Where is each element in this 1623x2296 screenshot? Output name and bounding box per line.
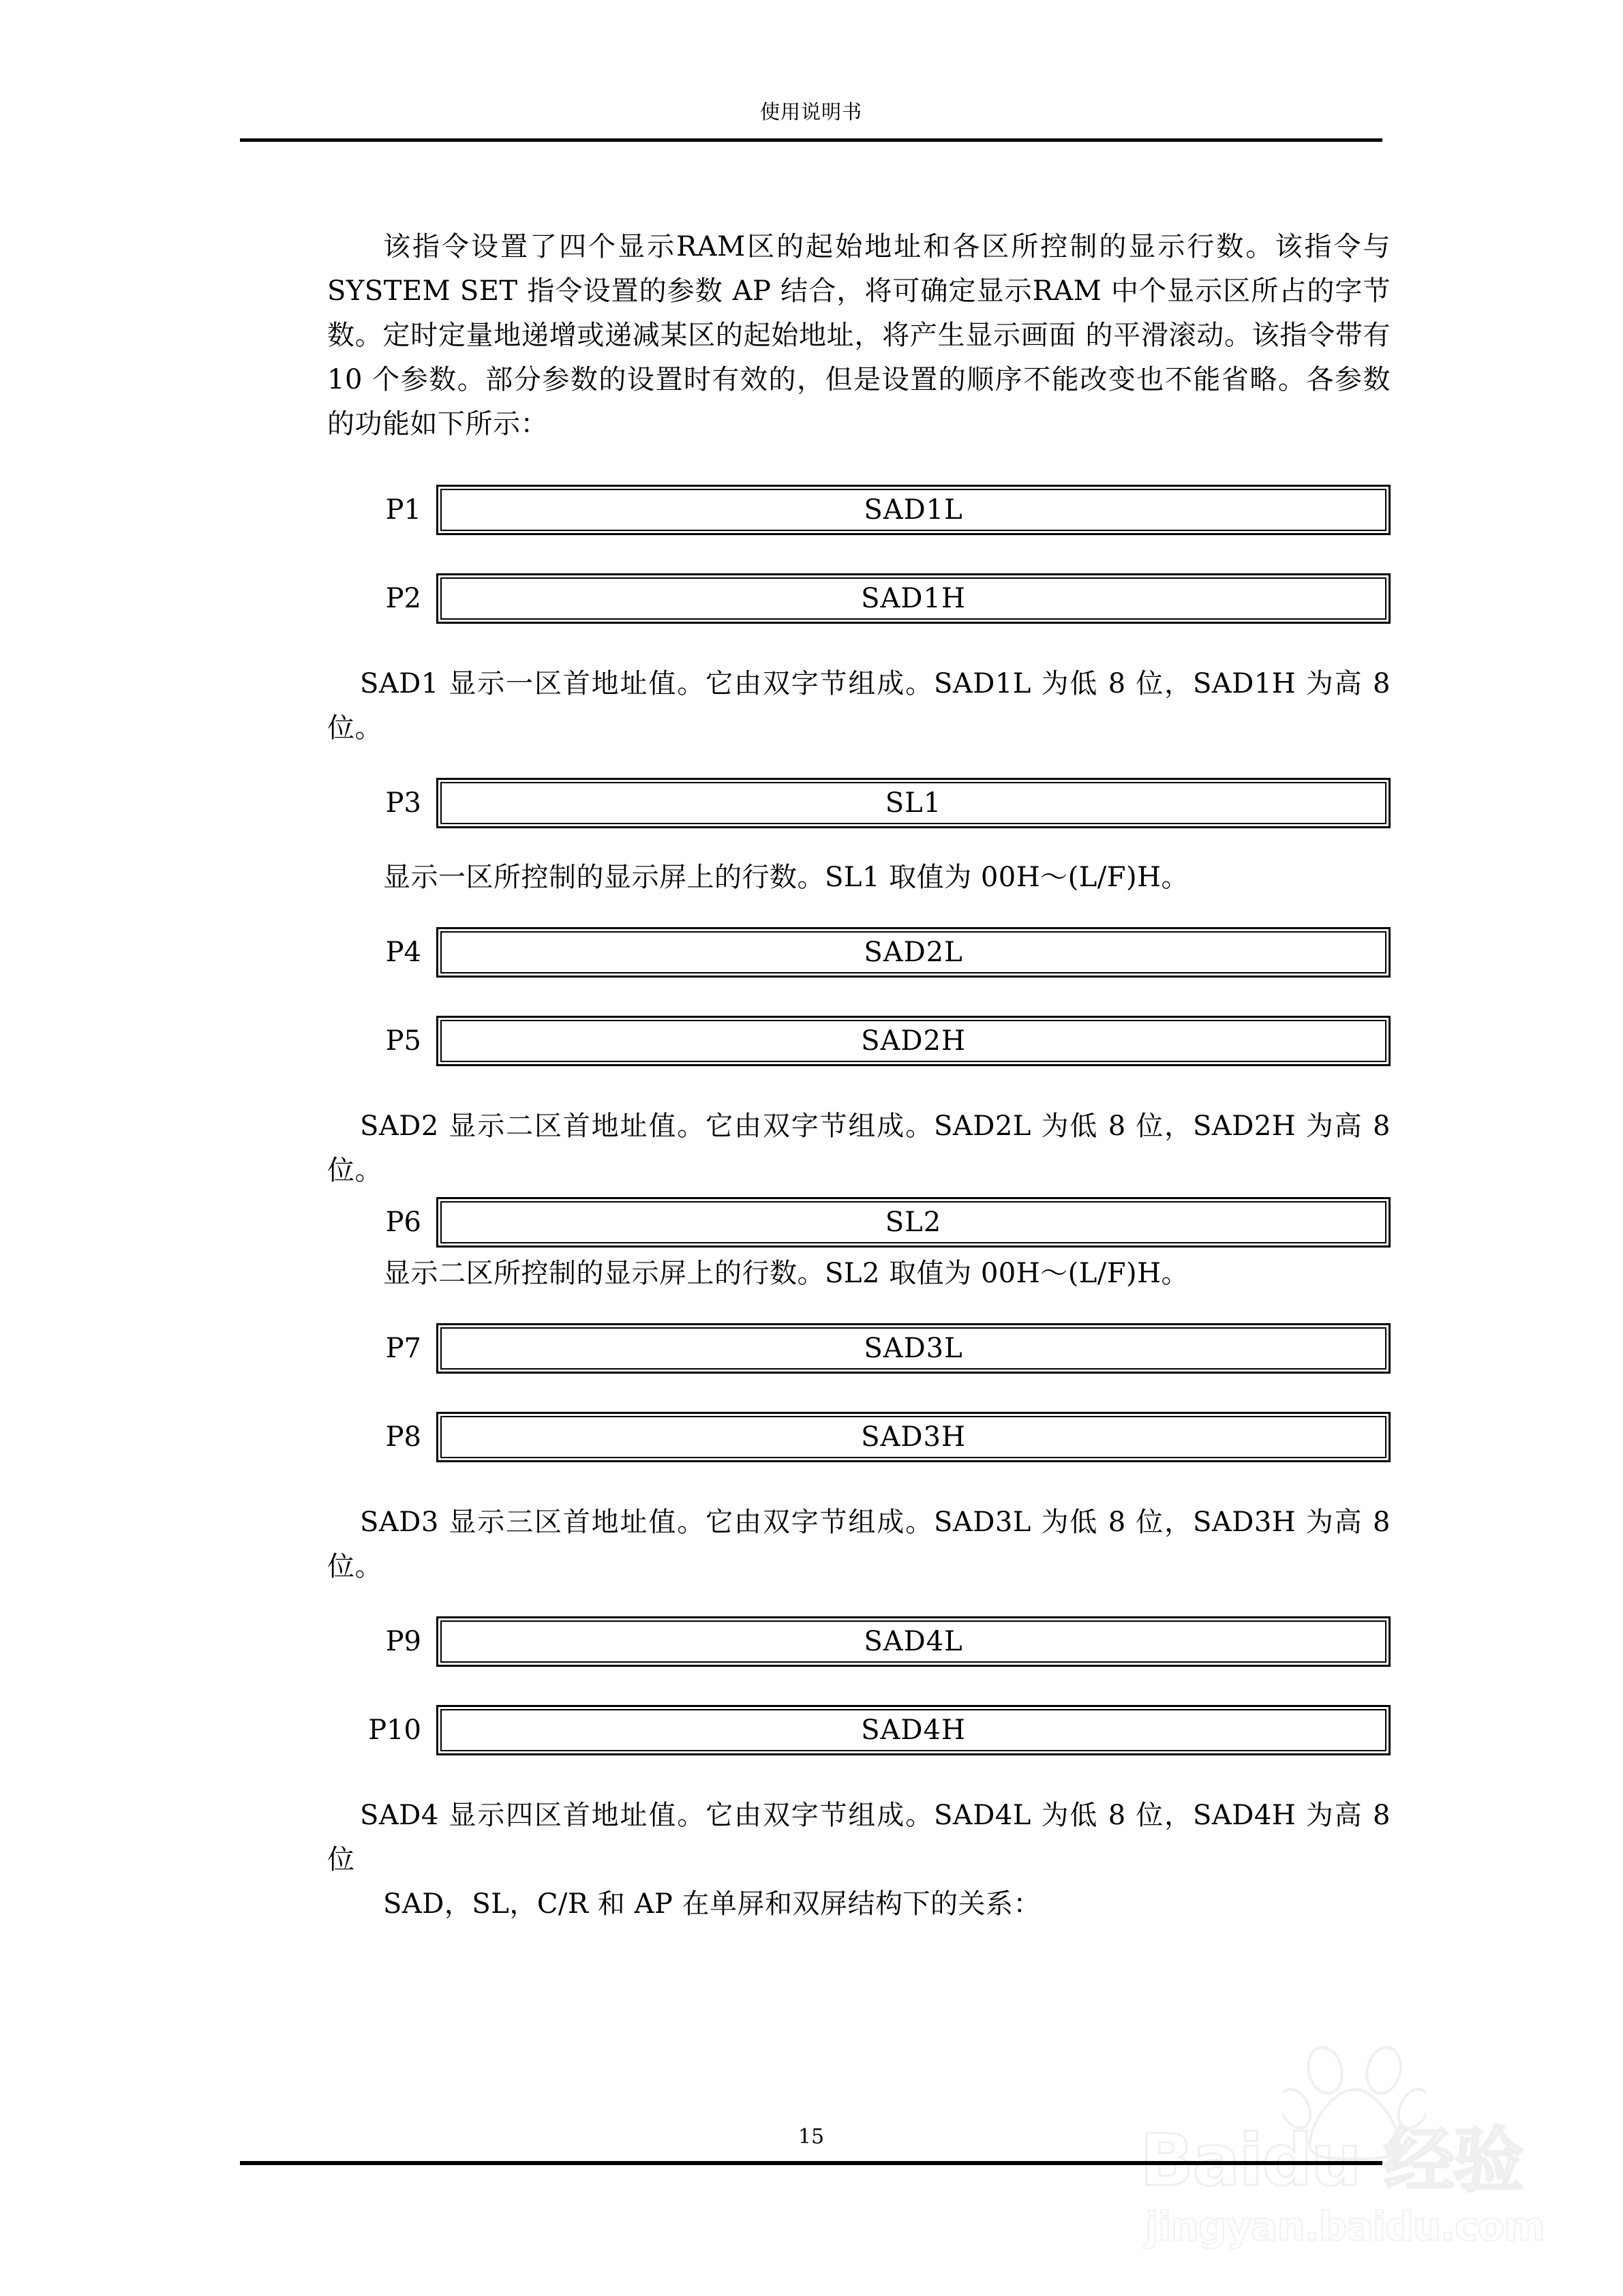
header-divider — [240, 138, 1382, 142]
spacer — [327, 1589, 1391, 1616]
spacer — [327, 447, 1391, 485]
description-relation: SAD，SL，C/R 和 AP 在单屏和双屏结构下的关系： — [383, 1888, 1041, 1920]
param-row-p5 — [327, 1016, 1391, 1066]
param-box-p1 — [436, 485, 1391, 535]
spacer — [327, 535, 1391, 573]
page-footer — [240, 2127, 1382, 2165]
document-body — [327, 225, 1391, 1927]
param-value-p7: SAD3L — [440, 1327, 1386, 1370]
spacer — [327, 1296, 1391, 1323]
param-box-p3 — [436, 778, 1391, 828]
param-box-p7 — [436, 1323, 1391, 1374]
param-box-p10 — [436, 1705, 1391, 1755]
param-row-p3 — [327, 778, 1391, 828]
description-sad3: SAD3 显示三区首地址值。它由双字节组成。SAD3L 为低 8 位，SAD3H 为高 8 位。 — [327, 1507, 1391, 1582]
param-label-p4: P4 — [385, 937, 421, 968]
param-box-p9 — [436, 1616, 1391, 1667]
spacer — [327, 978, 1391, 1016]
param-value-p3: SL1 — [440, 782, 1386, 824]
page-header — [240, 102, 1382, 142]
param-row-p8 — [327, 1412, 1391, 1462]
spacer — [327, 751, 1391, 778]
param-label-p5: P5 — [385, 1025, 421, 1057]
param-row-p6 — [327, 1197, 1391, 1248]
param-row-p9 — [327, 1616, 1391, 1667]
spacer — [327, 1066, 1391, 1104]
param-label-p2: P2 — [385, 583, 421, 614]
param-box-p4 — [436, 927, 1391, 978]
description-sad2: SAD2 显示二区首地址值。它由双字节组成。SAD2L 为低 8 位，SAD2H 为高 8 位。 — [327, 1111, 1391, 1186]
param-label-p1: P1 — [385, 494, 421, 526]
spacer — [327, 1755, 1391, 1794]
param-value-p5: SAD2H — [440, 1020, 1386, 1062]
param-value-p9: SAD4L — [440, 1620, 1386, 1663]
footer-divider — [240, 2161, 1382, 2165]
param-box-p6 — [436, 1197, 1391, 1248]
param-label-p8: P8 — [385, 1421, 421, 1453]
spacer — [327, 1667, 1391, 1705]
spacer — [327, 1462, 1391, 1500]
description-sad4: SAD4 显示四区首地址值。它由双字节组成。SAD4L 为低 8 位，SAD4H 为高 8 位 — [327, 1800, 1391, 1875]
spacer — [327, 624, 1391, 662]
param-label-p6: P6 — [385, 1207, 421, 1238]
param-value-p4: SAD2L — [440, 931, 1386, 973]
page-number: 15 — [798, 2125, 825, 2149]
param-row-p1 — [327, 485, 1391, 535]
param-row-p10 — [327, 1705, 1391, 1755]
header-title: 使用说明书 — [759, 100, 862, 123]
param-label-p9: P9 — [385, 1626, 421, 1657]
param-label-p7: P7 — [385, 1333, 421, 1364]
param-value-p1: SAD1L — [440, 489, 1386, 531]
param-box-p8 — [436, 1412, 1391, 1462]
param-value-p10: SAD4H — [440, 1709, 1386, 1751]
param-row-p7 — [327, 1323, 1391, 1374]
baidu-watermark-url: jingyan.baidu.com — [1145, 2203, 1545, 2250]
description-sl1: 显示一区所控制的显示屏上的行数。SL1 取值为 00H～(L/F)H。 — [383, 862, 1189, 893]
param-value-p6: SL2 — [440, 1201, 1386, 1243]
spacer — [327, 1374, 1391, 1412]
spacer — [327, 900, 1391, 927]
param-box-p5 — [436, 1016, 1391, 1066]
description-sad1: SAD1 显示一区首地址值。它由双字节组成。SAD1L 为低 8 位，SAD1H 为高 8 位。 — [327, 668, 1391, 744]
param-value-p8: SAD3H — [440, 1416, 1386, 1458]
description-sl2: 显示二区所控制的显示屏上的行数。SL2 取值为 00H～(L/F)H。 — [383, 1258, 1189, 1289]
param-row-p2 — [327, 573, 1391, 624]
param-label-p10: P10 — [368, 1715, 421, 1746]
param-row-p4 — [327, 927, 1391, 978]
param-label-p3: P3 — [385, 787, 421, 819]
spacer — [327, 828, 1391, 856]
param-value-p2: SAD1H — [440, 577, 1386, 620]
param-box-p2 — [436, 573, 1391, 624]
intro-paragraph: 该指令设置了四个显示RAM区的起始地址和各区所控制的显示行数。该指令与 SYSTEM SET 指令设置的参数 AP 结合，将可确定显示RAM 中个显示区所占的字节数。定时定量地递增或递减某区的起始地址，将产生显示画面 的平滑滚动。该指令带有 10 个参数。部分参数的设置时有效的，但是设置的顺序不能改变也不能省略。各参数的功能如下所示： — [327, 231, 1391, 440]
baidu-wordmark: Baidu 经验 — [1140, 2119, 1523, 2202]
